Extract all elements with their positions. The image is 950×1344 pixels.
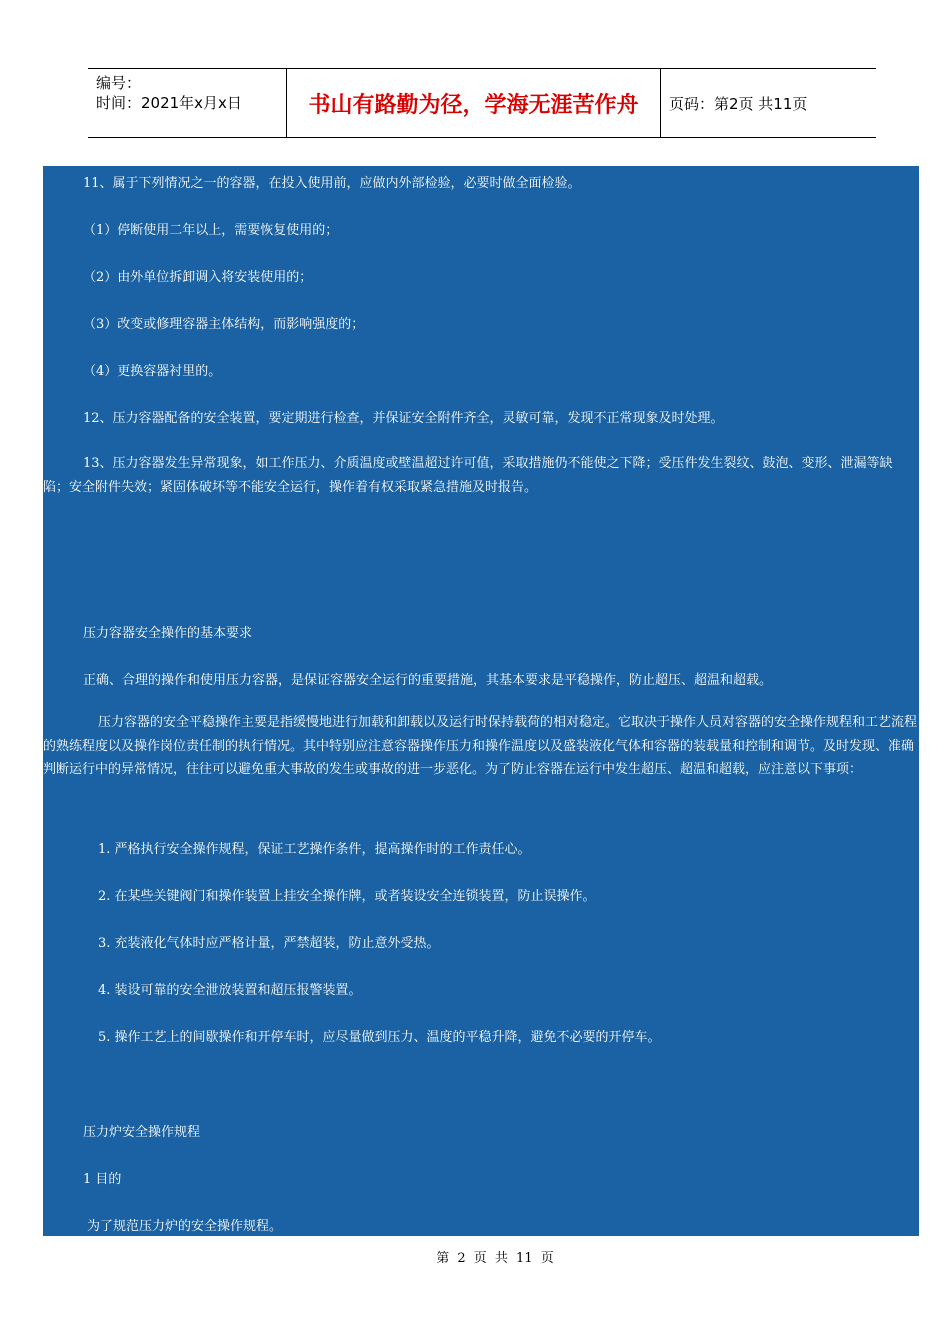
- item-1: （1）停断使用二年以上，需要恢复使用的；: [83, 223, 339, 238]
- header-table: [88, 68, 876, 138]
- section1-paragraph: 压力容器的安全平稳操作主要是指缓慢地进行加载和卸载以及运行时保持载荷的相对稳定。它取决于操作人员对容器的安全操作规程和工艺流程的熟练程度以及操作岗位责任制的执行情况。其中特别应注意容器操作压力和操作温度以及盛装液化气体和容器的装载量和控制和调节。及时发现、准确判断运行中的异常情况，往往可以避免重大事故的发生或事故的进一步恶化。为了防止容器在运行中发生超压、超温和超载，应注意以下事项：: [43, 715, 918, 777]
- page-code-text: 页码：第2页 共11页: [669, 94, 808, 113]
- item-4: （4）更换容器衬里的。: [83, 364, 222, 379]
- item-3: （3）改变或修理容器主体结构，而影响强度的；: [83, 317, 365, 332]
- time-label: 时间：2021年x月x日: [96, 94, 242, 112]
- header-meta-cell: [88, 69, 287, 137]
- number-label: 编号：: [96, 74, 142, 92]
- item-12: 12、压力容器配备的安全装置，要定期进行检查，并保证安全附件齐全，灵敏可靠，发现不正常现象及时处理。: [83, 411, 724, 426]
- section2-text: 为了规范压力炉的安全操作规程。: [87, 1219, 283, 1234]
- list-item-1: 1. 严格执行安全操作规程，保证工艺操作条件，提高操作时的工作责任心。: [98, 842, 531, 857]
- item-11: 11、属于下列情况之一的容器，在投入使用前，应做内外部检验，必要时做全面检验。: [83, 176, 581, 191]
- list-item-2: 2. 在某些关键阀门和操作装置上挂安全操作牌，或者装设安全连锁装置，防止误操作。: [98, 889, 596, 904]
- motto-text: 书山有路勤为径，学海无涯苦作舟: [308, 91, 639, 118]
- list-item-5: 5. 操作工艺上的间歇操作和开停车时，应尽量做到压力、温度的平稳升降，避免不必要的开停车。: [98, 1030, 661, 1045]
- page-footer: 第 2 页 共 11 页: [436, 1251, 554, 1266]
- section2-subtitle: 1 目的: [83, 1172, 122, 1187]
- page-code-cell: [661, 69, 876, 137]
- item-13: 13、压力容器发生异常现象，如工作压力、介质温度或壁温超过许可值，采取措施仍不能使之下降；受压件发生裂纹、鼓泡、变形、泄漏等缺陷；安全附件失效；紧固体破坏等不能安全运行，操作着有权采取紧急措施及时报告。: [43, 456, 893, 495]
- list-item-3: 3. 充装液化气体时应严格计量，严禁超装，防止意外受热。: [98, 936, 440, 951]
- section1-intro: 正确、合理的操作和使用压力容器，是保证容器安全运行的重要措施，其基本要求是平稳操作，防止超压、超温和超载。: [83, 673, 773, 688]
- section2-title: 压力炉安全操作规程: [83, 1125, 201, 1140]
- motto-cell: [287, 69, 661, 137]
- item-2: （2）由外单位拆卸调入将安装使用的；: [83, 270, 313, 285]
- section1-title: 压力容器安全操作的基本要求: [83, 626, 253, 641]
- list-item-4: 4. 装设可靠的安全泄放装置和超压报警装置。: [98, 983, 362, 998]
- document-body: [43, 166, 919, 1236]
